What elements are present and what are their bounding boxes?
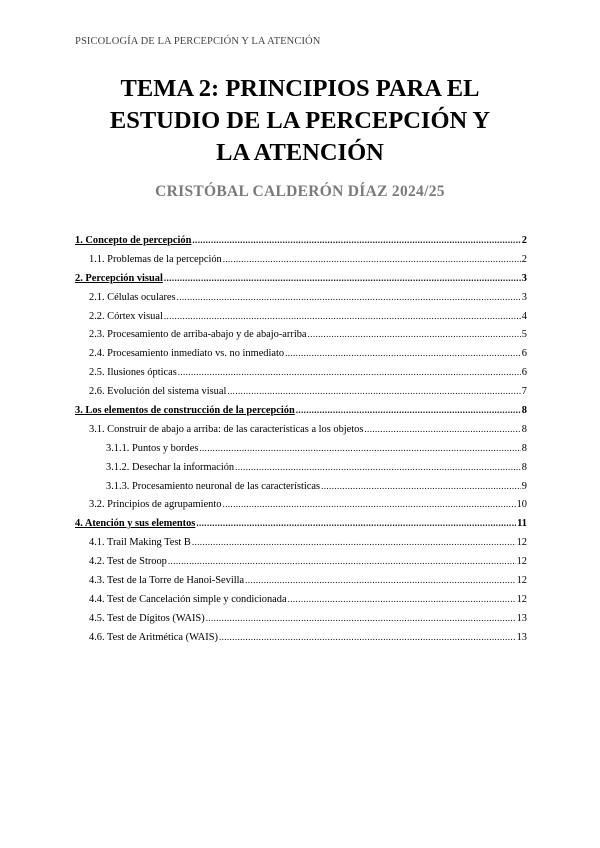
toc-leader — [177, 290, 521, 300]
toc-entry[interactable] — [75, 346, 527, 365]
toc-entry-page: 13 — [516, 631, 527, 643]
toc-entry-label: 1.1. Problemas de la percepción — [89, 253, 222, 265]
toc-entry-label: 3.1. Construir de abajo a arriba: de las características a los objetos — [89, 423, 364, 435]
toc-entry[interactable] — [75, 497, 527, 516]
toc-entry-page: 8 — [521, 461, 527, 473]
toc-entry[interactable] — [75, 309, 527, 328]
toc-entry-page: 13 — [516, 612, 527, 624]
author-subtitle: CRISTÓBAL CALDERÓN DÍAZ 2024/25 — [155, 183, 445, 200]
toc-entry-label: 2.3. Procesamiento de arriba-abajo y de abajo-arriba — [89, 329, 307, 341]
toc-entry-label: 4.6. Test de Aritmética (WAIS) — [89, 631, 218, 643]
toc-entry-page: 9 — [521, 480, 527, 492]
toc-entry[interactable] — [75, 535, 527, 554]
toc-entry[interactable] — [75, 233, 527, 252]
toc-leader — [164, 271, 521, 281]
toc-leader — [196, 516, 516, 526]
toc-entry[interactable] — [75, 460, 527, 479]
toc-entry[interactable] — [75, 554, 527, 573]
toc-entry-label: 2.5. Ilusiones ópticas — [89, 367, 177, 379]
toc-entry-label: 2. Percepción visual — [75, 272, 163, 284]
toc-entry-page: 12 — [516, 593, 527, 605]
toc-entry-page: 3 — [521, 272, 527, 284]
toc-leader — [222, 497, 515, 507]
toc-entry-page: 12 — [516, 537, 527, 549]
toc-leader — [285, 346, 521, 356]
toc-leader — [192, 535, 516, 545]
toc-entry-label: 1. Concepto de percepción — [75, 235, 192, 246]
toc-entry[interactable] — [75, 479, 527, 498]
toc-entry-page: 2 — [521, 253, 527, 265]
toc-leader — [308, 327, 521, 337]
toc-entry[interactable] — [75, 422, 527, 441]
toc-entry-label: 3.1.2. Desechar la información — [106, 461, 235, 473]
toc-entry[interactable] — [75, 384, 527, 403]
toc-leader — [199, 441, 520, 451]
toc-entry-page: 8 — [521, 423, 527, 435]
toc-leader — [245, 573, 515, 583]
toc-entry-label: 4.4. Test de Cancelación simple y condicionada — [89, 593, 287, 605]
toc-entry-label: 2.1. Células oculares — [89, 291, 176, 303]
title-block — [60, 73, 540, 201]
toc-leader — [219, 630, 516, 640]
toc-entry-label: 4.3. Test de la Torre de Hanoi-Sevilla — [89, 575, 245, 587]
toc-entry-label: 2.4. Procesamiento inmediato vs. no inmediato — [89, 348, 285, 360]
toc-entry-page: 12 — [516, 575, 527, 587]
toc-entry-label: 3. Los elementos de construcción de la percepción — [75, 405, 295, 417]
toc-entry[interactable] — [75, 516, 527, 535]
title-line-2: ESTUDIO DE LA PERCEPCIÓN Y — [109, 107, 491, 134]
toc-leader — [288, 592, 516, 602]
table-of-contents — [75, 233, 527, 649]
toc-entry-label: 3.1.1. Puntos y bordes — [106, 442, 199, 454]
toc-entry-page: 12 — [516, 556, 527, 568]
toc-entry-label: 4.1. Trail Making Test B — [89, 537, 191, 549]
toc-entry-page: 6 — [521, 348, 527, 360]
toc-entry[interactable] — [75, 271, 527, 290]
toc-entry-label: 4. Atención y sus elementos — [75, 518, 196, 530]
title-line-3: LA ATENCIÓN — [216, 139, 384, 166]
toc-entry[interactable] — [75, 630, 527, 649]
toc-leader — [192, 233, 520, 243]
toc-leader — [178, 365, 521, 375]
toc-entry[interactable] — [75, 611, 527, 630]
running-header: PSICOLOGÍA DE LA PERCEPCIÓN Y LA ATENCIÓN — [75, 36, 321, 47]
toc-leader — [164, 309, 521, 319]
toc-entry-page: 11 — [517, 518, 527, 530]
toc-entry-page: 6 — [521, 367, 527, 379]
toc-leader — [296, 403, 521, 413]
title-line-1: TEMA 2: PRINCIPIOS PARA EL — [120, 75, 480, 102]
toc-entry-page: 8 — [521, 405, 527, 417]
toc-entry[interactable] — [75, 252, 527, 271]
toc-entry-page: 3 — [521, 291, 527, 303]
toc-entry-page: 5 — [521, 329, 527, 341]
toc-entry-page: 4 — [521, 310, 527, 322]
toc-entry-label: 3.2. Principios de agrupamiento — [89, 499, 222, 511]
toc-entry-page: 10 — [516, 499, 527, 511]
toc-entry[interactable] — [75, 365, 527, 384]
toc-leader — [168, 554, 516, 564]
toc-entry[interactable] — [75, 441, 527, 460]
toc-leader — [321, 479, 521, 489]
toc-entry-label: 4.5. Test de Dígitos (WAIS) — [89, 612, 205, 624]
toc-leader — [223, 252, 521, 262]
toc-leader — [364, 422, 520, 432]
toc-leader — [235, 460, 521, 470]
toc-entry-page: 7 — [521, 386, 527, 398]
toc-entry[interactable] — [75, 403, 527, 422]
toc-entry-label: 4.2. Test de Stroop — [89, 556, 167, 568]
document-title — [60, 73, 540, 169]
toc-entry-label: 2.2. Córtex visual — [89, 310, 163, 322]
toc-entry[interactable] — [75, 592, 527, 611]
toc-entry[interactable] — [75, 290, 527, 309]
toc-entry-label: 2.6. Evolución del sistema visual — [89, 386, 227, 398]
toc-entry-label: 3.1.3. Procesamiento neuronal de las características — [106, 480, 321, 492]
toc-entry[interactable] — [75, 573, 527, 592]
toc-entry[interactable] — [75, 327, 527, 346]
toc-leader — [206, 611, 516, 621]
toc-leader — [227, 384, 520, 394]
toc-entry-page: 8 — [521, 442, 527, 454]
toc-entry-page: 2 — [521, 235, 527, 246]
